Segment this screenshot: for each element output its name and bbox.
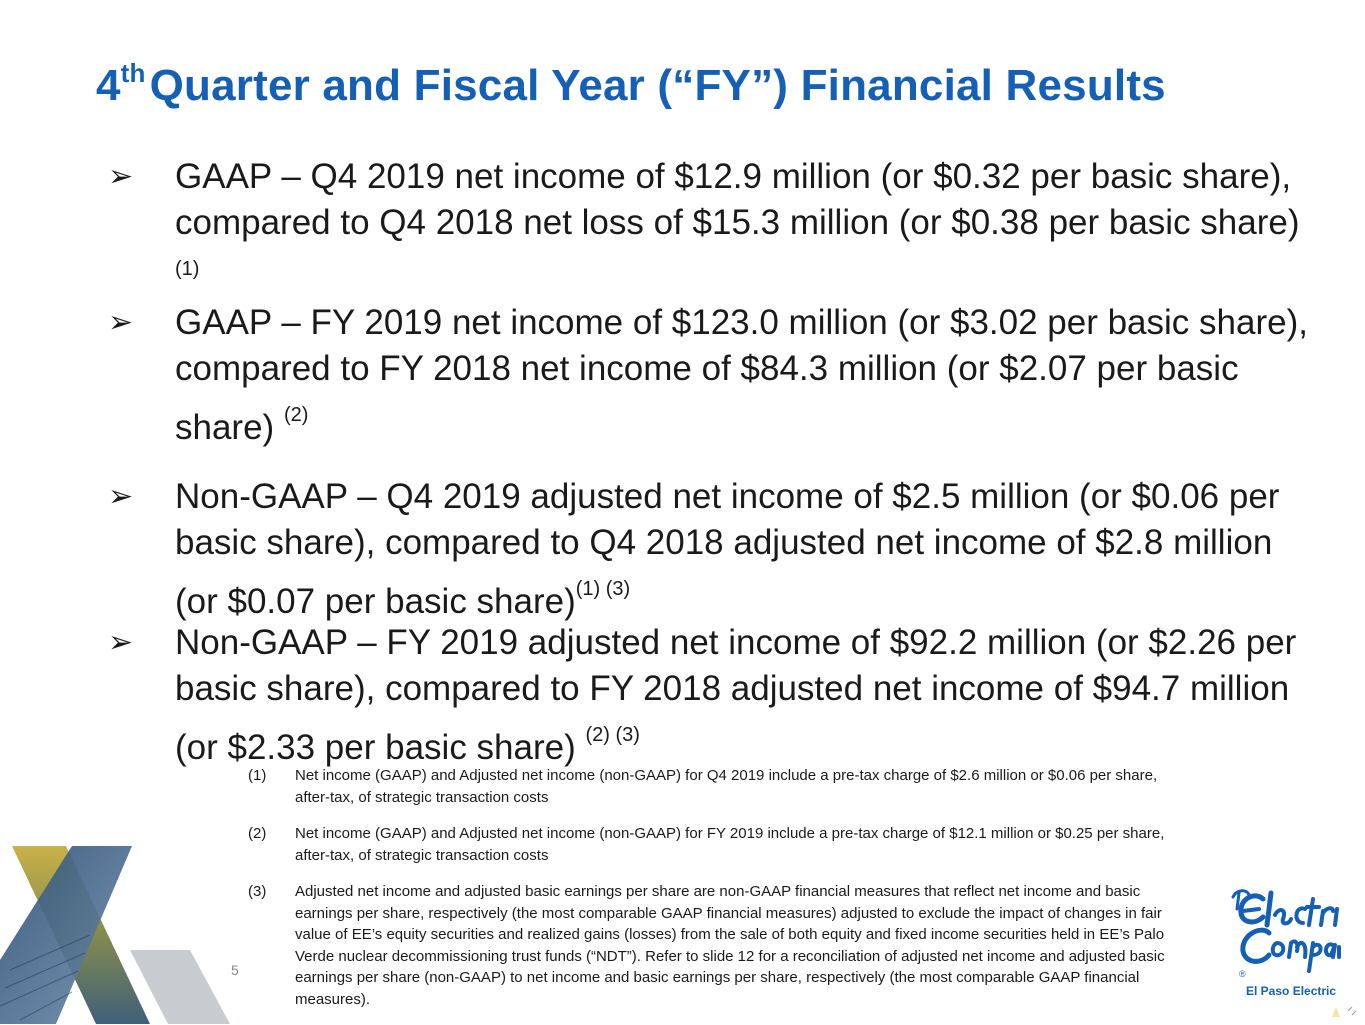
bullet-footnote-ref: (1) (3) <box>575 578 631 600</box>
solar-field-x-graphic <box>0 840 230 1024</box>
arrow-bullet-icon: ➢ <box>108 160 134 193</box>
footnote-number: (3) <box>248 883 267 900</box>
bullet-text: Non-GAAP – FY 2019 adjusted net income of $92.2 million (or $2.26 per basic share), compared to FY 2018 adjusted net income of $94.7 million (or $2.33 per basic share) <box>175 623 1297 767</box>
bullet-item <box>108 154 1318 305</box>
arrow-bullet-icon: ➢ <box>108 626 134 659</box>
arrow-bullet-icon: ➢ <box>108 480 134 513</box>
slide-title <box>96 58 1166 111</box>
footnote <box>248 881 1188 1010</box>
footnote <box>248 823 1188 866</box>
page-number: 5 <box>231 962 239 978</box>
corner-decoration-icon <box>1330 1005 1360 1019</box>
bullet-footnote-ref: (2) (3) <box>585 724 640 746</box>
title-prefix: 4 <box>96 61 121 110</box>
logo-caption: El Paso Electric <box>1246 984 1337 998</box>
el-paso-electric-logo <box>1225 885 1345 1000</box>
footnotes <box>248 765 1188 1025</box>
bullet-item <box>108 474 1318 625</box>
title-superscript: th <box>120 58 146 88</box>
bullet-text: Non-GAAP – Q4 2019 adjusted net income of $2.5 million (or $0.06 per basic share), compared to Q4 2018 adjusted net income of $2.8 million (or $0.07 per basic share) <box>175 477 1280 621</box>
footnote-number: (2) <box>248 825 267 842</box>
bullet-item <box>108 620 1318 771</box>
bullet-footnote-ref: (1) <box>175 258 200 280</box>
footnote-text: Net income (GAAP) and Adjusted net income (non-GAAP) for Q4 2019 include a pre-tax charge of $2.6 million or $0.06 per share, after-tax, of strategic transaction costs <box>295 767 1158 806</box>
bullet-text: GAAP – Q4 2019 net income of $12.9 million (or $0.32 per basic share), compared to Q4 2018 net loss of $15.3 million (or $0.38 per basic share) <box>175 157 1300 242</box>
arrow-bullet-icon: ➢ <box>108 306 134 339</box>
registered-mark: ® <box>1239 969 1246 979</box>
footnote <box>248 765 1188 808</box>
bullet-item <box>108 300 1318 451</box>
bullet-text: GAAP – FY 2019 net income of $123.0 million (or $3.02 per basic share), compared to FY 2018 net income of $84.3 million (or $2.07 per basic share) <box>175 303 1308 447</box>
footnote-text: Adjusted net income and adjusted basic earnings per share are non-GAAP financial measures that reflect net income and basic earnings per share, respectively (the most comparable GAAP financial measures) adjusted to exclude the impact of changes in fair value of EE’s equity securities and realized gains (losses) from the sale of both equity and fixed income securities held in EE’s Palo Verde nuclear decommissioning trust funds (“NDT”). Refer to slide 12 for a reconciliation of adjusted net income and adjusted basic earnings per share (non-GAAP) to net income and basic earnings per share, respectively (the most comparable GAAP financial measures). <box>295 883 1165 1008</box>
footnote-number: (1) <box>248 767 267 784</box>
bullet-footnote-ref: (2) <box>283 404 309 426</box>
title-main: Quarter and Fiscal Year (“FY”) Financial Results <box>149 61 1166 110</box>
footnote-text: Net income (GAAP) and Adjusted net income (non-GAAP) for FY 2019 include a pre-tax charge of $12.1 million or $0.25 per share, after-tax, of strategic transaction costs <box>295 825 1165 864</box>
